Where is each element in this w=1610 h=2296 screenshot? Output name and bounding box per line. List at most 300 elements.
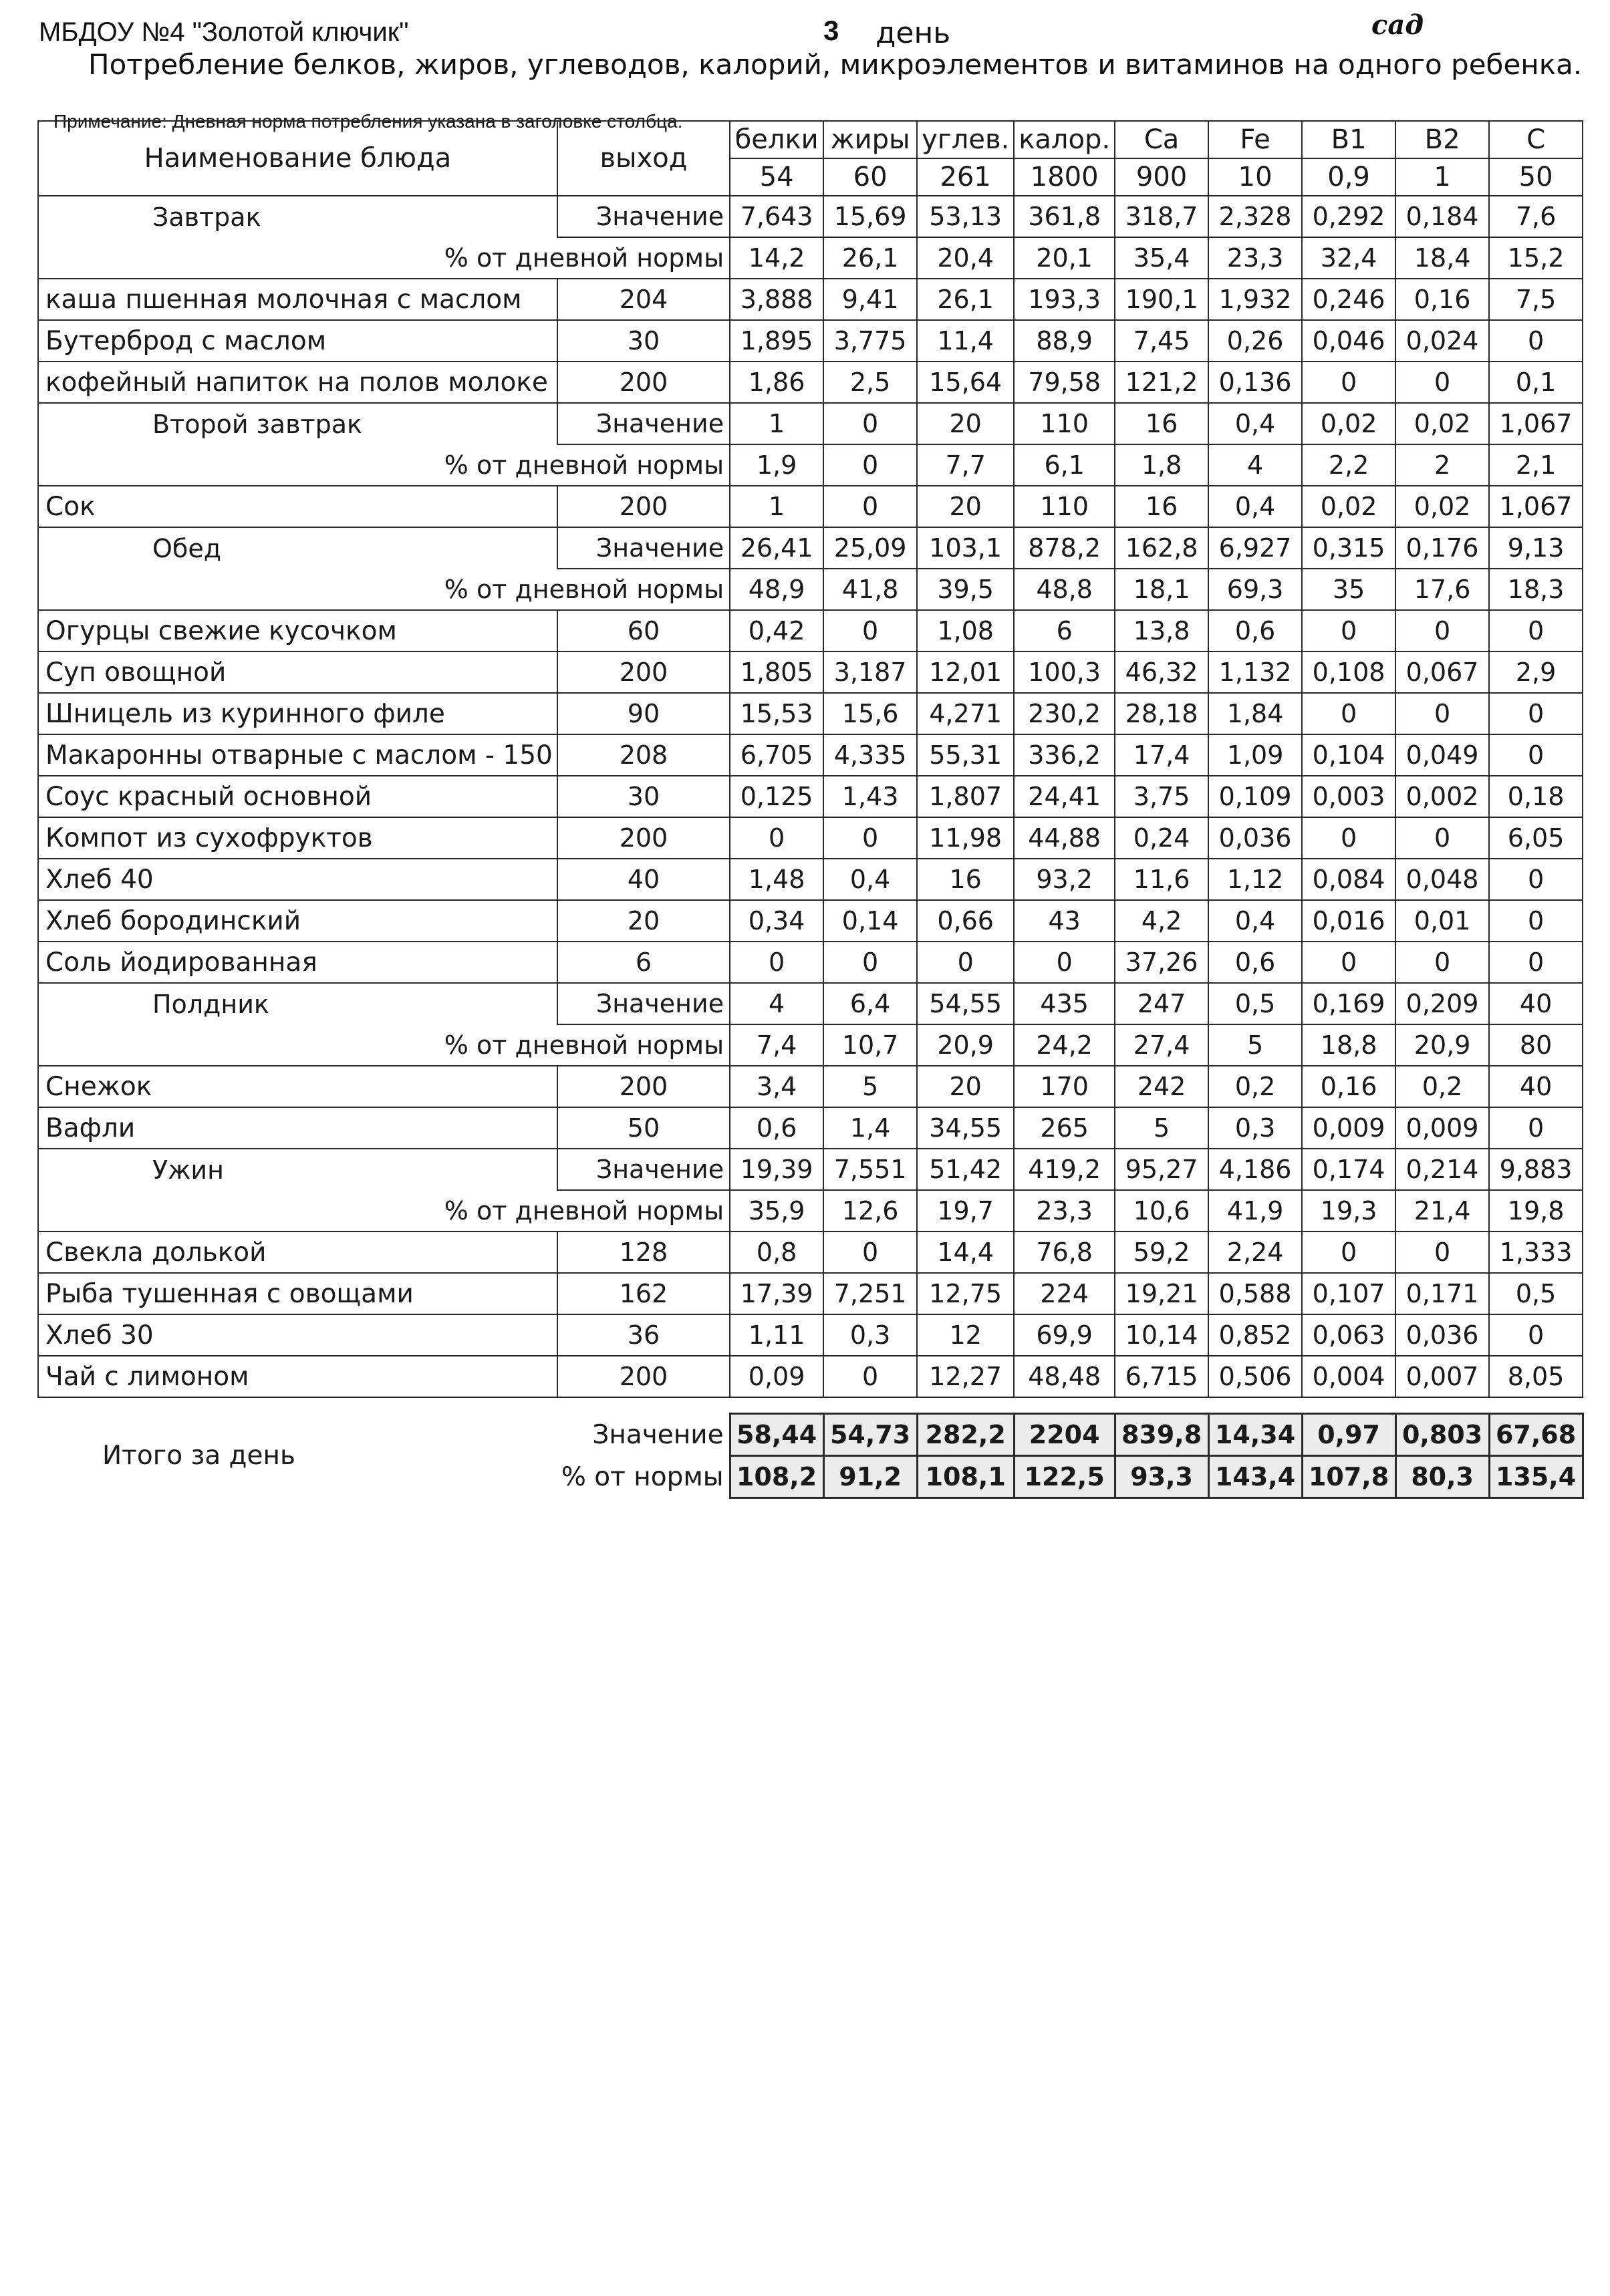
dish-value-cell: 0	[1302, 1232, 1395, 1273]
section-percent-cell: 26,1	[823, 237, 917, 279]
section-value-cell: 7,643	[730, 196, 823, 237]
section-percent-cell: 69,3	[1208, 569, 1302, 610]
section-value-cell: 40	[1489, 983, 1583, 1024]
dish-value-cell: 0,42	[730, 610, 823, 652]
section-value-cell: 15,69	[823, 196, 917, 237]
section-percent-cell: 10,6	[1115, 1190, 1208, 1232]
section-percent-label: % от дневной нормы	[38, 1024, 730, 1066]
dish-name: Соль йодированная	[38, 942, 557, 983]
dish-value-cell: 1,807	[917, 776, 1014, 817]
dish-value-cell: 0,588	[1208, 1273, 1302, 1314]
dish-value-cell: 59,2	[1115, 1232, 1208, 1273]
section-value-cell: 2,328	[1208, 196, 1302, 237]
dish-value-cell: 0	[1302, 610, 1395, 652]
section-percent-cell: 80	[1489, 1024, 1583, 1066]
dish-value-cell: 100,3	[1014, 652, 1115, 693]
dish-value-cell: 190,1	[1115, 279, 1208, 320]
total-percent-cell: 80,3	[1395, 1456, 1489, 1498]
section-percent-cell: 12,6	[823, 1190, 917, 1232]
section-percent-cell: 19,8	[1489, 1190, 1583, 1232]
dish-value-cell: 0,109	[1208, 776, 1302, 817]
organization-name: МБДОУ №4 "Золотой ключик"	[39, 17, 409, 47]
dish-value-cell: 0,002	[1395, 776, 1489, 817]
dish-value-cell: 0,016	[1302, 900, 1395, 942]
spacer-row	[38, 1397, 1583, 1414]
dish-value-cell: 0	[1489, 734, 1583, 776]
dish-value-cell: 0,125	[730, 776, 823, 817]
total-percent-cell: 108,2	[730, 1456, 823, 1498]
dish-value-cell: 265	[1014, 1107, 1115, 1149]
dish-value-cell: 0,007	[1395, 1356, 1489, 1397]
total-value-cell: 58,44	[730, 1414, 823, 1456]
dish-name: Огурцы свежие кусочком	[38, 610, 557, 652]
dish-value-cell: 14,4	[917, 1232, 1014, 1273]
column-header-1: жиры	[823, 121, 917, 158]
day-number: 3	[823, 15, 839, 46]
section-percent-cell: 10,7	[823, 1024, 917, 1066]
section-percent-cell: 18,8	[1302, 1024, 1395, 1066]
dish-value-cell: 2,9	[1489, 652, 1583, 693]
dish-yield: 40	[557, 859, 730, 900]
dish-value-cell: 2,24	[1208, 1232, 1302, 1273]
dish-value-cell: 0	[823, 1356, 917, 1397]
dish-row	[38, 776, 1583, 817]
dish-value-cell: 0,136	[1208, 362, 1302, 403]
dish-value-cell: 3,4	[730, 1066, 823, 1107]
section-percent-row	[38, 237, 1583, 279]
total-percent-cell: 143,4	[1208, 1456, 1302, 1498]
dish-value-cell: 170	[1014, 1066, 1115, 1107]
dish-value-cell: 11,6	[1115, 859, 1208, 900]
dish-value-cell: 0,01	[1395, 900, 1489, 942]
dish-value-cell: 12,75	[917, 1273, 1014, 1314]
dish-value-cell: 3,187	[823, 652, 917, 693]
total-percent-cell: 107,8	[1302, 1456, 1395, 1498]
dish-row	[38, 1232, 1583, 1273]
dish-value-cell: 0,506	[1208, 1356, 1302, 1397]
dish-value-cell: 0,036	[1395, 1314, 1489, 1356]
dish-value-cell: 0,24	[1115, 817, 1208, 859]
dish-value-cell: 24,41	[1014, 776, 1115, 817]
dish-value-cell: 11,4	[917, 320, 1014, 362]
section-percent-row	[38, 1190, 1583, 1232]
section-value-cell: 435	[1014, 983, 1115, 1024]
section-value-cell: 54,55	[917, 983, 1014, 1024]
dish-value-cell: 0,02	[1395, 486, 1489, 527]
section-percent-label: % от дневной нормы	[38, 1190, 730, 1232]
dish-value-cell: 12,27	[917, 1356, 1014, 1397]
dish-yield: 50	[557, 1107, 730, 1149]
section-value-row	[38, 1149, 1583, 1190]
dish-value-cell: 0	[1489, 610, 1583, 652]
dish-value-cell: 0	[1302, 693, 1395, 734]
dish-row	[38, 817, 1583, 859]
dish-yield: 20	[557, 900, 730, 942]
dish-value-cell: 20	[917, 1066, 1014, 1107]
dish-value-cell: 4,2	[1115, 900, 1208, 942]
dish-value-cell: 0,6	[730, 1107, 823, 1149]
dish-yield: 208	[557, 734, 730, 776]
dish-value-cell: 1,43	[823, 776, 917, 817]
section-value-cell: 419,2	[1014, 1149, 1115, 1190]
dish-value-cell: 0,3	[823, 1314, 917, 1356]
dish-name: Хлеб 40	[38, 859, 557, 900]
section-percent-cell: 14,2	[730, 237, 823, 279]
dish-value-cell: 7,251	[823, 1273, 917, 1314]
dish-yield: 60	[557, 610, 730, 652]
section-value-cell: 9,13	[1489, 527, 1583, 569]
dish-value-cell: 1,895	[730, 320, 823, 362]
section-value-cell: 110	[1014, 403, 1115, 444]
dish-name: Шницель из куринного филе	[38, 693, 557, 734]
section-percent-cell: 41,8	[823, 569, 917, 610]
dish-row	[38, 362, 1583, 403]
dish-value-cell: 0	[1489, 900, 1583, 942]
section-percent-cell: 15,2	[1489, 237, 1583, 279]
column-norm-2: 261	[917, 158, 1014, 196]
dish-value-cell: 16	[917, 859, 1014, 900]
dish-value-cell: 0	[823, 817, 917, 859]
section-percent-cell: 23,3	[1014, 1190, 1115, 1232]
column-header-6: B1	[1302, 121, 1395, 158]
total-percent-cell: 91,2	[823, 1456, 917, 1498]
dish-value-cell: 6,05	[1489, 817, 1583, 859]
dish-value-cell: 0,171	[1395, 1273, 1489, 1314]
column-header-yield: выход	[557, 121, 730, 196]
dish-value-cell: 0,003	[1302, 776, 1395, 817]
dish-value-cell: 11,98	[917, 817, 1014, 859]
dish-value-cell: 0	[1489, 859, 1583, 900]
dish-value-cell: 0,18	[1489, 776, 1583, 817]
dish-value-cell: 43	[1014, 900, 1115, 942]
dish-value-cell: 0,34	[730, 900, 823, 942]
section-percent-cell: 35,9	[730, 1190, 823, 1232]
dish-value-cell: 76,8	[1014, 1232, 1115, 1273]
total-value-cell: 67,68	[1489, 1414, 1583, 1456]
dish-value-cell: 0,049	[1395, 734, 1489, 776]
section-percent-cell: 21,4	[1395, 1190, 1489, 1232]
dish-value-cell: 0,036	[1208, 817, 1302, 859]
dish-value-cell: 7,5	[1489, 279, 1583, 320]
dish-value-cell: 110	[1014, 486, 1115, 527]
dish-value-cell: 0	[1395, 362, 1489, 403]
section-value-cell: 1,067	[1489, 403, 1583, 444]
dish-row	[38, 610, 1583, 652]
dish-value-cell: 34,55	[917, 1107, 1014, 1149]
section-percent-cell: 35,4	[1115, 237, 1208, 279]
dish-value-cell: 79,58	[1014, 362, 1115, 403]
column-norm-4: 900	[1115, 158, 1208, 196]
section-name: Завтрак	[38, 196, 557, 237]
section-percent-cell: 4	[1208, 444, 1302, 486]
section-value-cell: 0,5	[1208, 983, 1302, 1024]
dish-value-cell: 0,2	[1395, 1066, 1489, 1107]
dish-yield: 36	[557, 1314, 730, 1356]
day-label: день	[876, 16, 951, 50]
dish-value-cell: 4,335	[823, 734, 917, 776]
column-header-4: Ca	[1115, 121, 1208, 158]
section-percent-cell: 1,8	[1115, 444, 1208, 486]
dish-value-cell: 0,16	[1395, 279, 1489, 320]
dish-name: кофейный напиток на полов молоке	[38, 362, 557, 403]
dish-value-cell: 48,48	[1014, 1356, 1115, 1397]
dish-value-cell: 19,21	[1115, 1273, 1208, 1314]
total-value-cell: 0,803	[1395, 1414, 1489, 1456]
dish-value-cell: 0,1	[1489, 362, 1583, 403]
dish-value-cell: 0	[1395, 1232, 1489, 1273]
total-value-label: Значение	[592, 1419, 724, 1450]
dish-name: Снежок	[38, 1066, 557, 1107]
column-norm-8: 50	[1489, 158, 1583, 196]
section-percent-cell: 20,9	[917, 1024, 1014, 1066]
section-value-cell: 361,8	[1014, 196, 1115, 237]
dish-value-cell: 0,5	[1489, 1273, 1583, 1314]
dish-name: Соус красный основной	[38, 776, 557, 817]
dish-value-cell: 5	[823, 1066, 917, 1107]
section-percent-cell: 24,2	[1014, 1024, 1115, 1066]
dish-value-cell: 15,53	[730, 693, 823, 734]
section-percent-cell: 20,4	[917, 237, 1014, 279]
section-value-cell: 7,6	[1489, 196, 1583, 237]
section-value-cell: 20	[917, 403, 1014, 444]
dish-value-cell: 0,2	[1208, 1066, 1302, 1107]
section-value-cell: 7,551	[823, 1149, 917, 1190]
dish-value-cell: 3,888	[730, 279, 823, 320]
section-percent-label: % от дневной нормы	[38, 444, 730, 486]
total-value-cell: 54,73	[823, 1414, 917, 1456]
dish-value-cell: 336,2	[1014, 734, 1115, 776]
section-value-cell: 1	[730, 403, 823, 444]
dish-yield: 200	[557, 817, 730, 859]
dish-value-cell: 1	[730, 486, 823, 527]
dish-name: Хлеб бородинский	[38, 900, 557, 942]
dish-value-cell: 0	[917, 942, 1014, 983]
dish-value-cell: 3,75	[1115, 776, 1208, 817]
dish-value-cell: 17,4	[1115, 734, 1208, 776]
dish-yield: 204	[557, 279, 730, 320]
dish-row	[38, 734, 1583, 776]
column-header-3: калор.	[1014, 121, 1115, 158]
dish-value-cell: 15,64	[917, 362, 1014, 403]
total-percent-label: % от нормы	[561, 1461, 724, 1492]
column-header-name: Наименование блюда	[38, 121, 557, 196]
column-norm-5: 10	[1208, 158, 1302, 196]
column-norm-0: 54	[730, 158, 823, 196]
section-value-cell: 0,02	[1395, 403, 1489, 444]
dish-name: Рыба тушенная с овощами	[38, 1273, 557, 1314]
dish-row	[38, 652, 1583, 693]
dish-yield: 30	[557, 320, 730, 362]
nutrition-table	[37, 120, 1584, 1499]
dish-value-cell: 0	[823, 1232, 917, 1273]
report-note: Примечание: Дневная норма потребления указана в заголовке столбца.	[53, 111, 683, 132]
dish-yield: 200	[557, 1356, 730, 1397]
dish-value-cell: 4,271	[917, 693, 1014, 734]
section-value-cell: 162,8	[1115, 527, 1208, 569]
dish-value-cell: 0	[1395, 942, 1489, 983]
section-value-label: Значение	[557, 527, 730, 569]
section-value-label: Значение	[557, 403, 730, 444]
section-name: Ужин	[38, 1149, 557, 1190]
dish-name: Компот из сухофруктов	[38, 817, 557, 859]
dish-row	[38, 1356, 1583, 1397]
dish-value-cell: 55,31	[917, 734, 1014, 776]
dish-value-cell: 0,107	[1302, 1273, 1395, 1314]
dish-value-cell: 5	[1115, 1107, 1208, 1149]
dish-row	[38, 1273, 1583, 1314]
dish-value-cell: 1,12	[1208, 859, 1302, 900]
dish-value-cell: 1,132	[1208, 652, 1302, 693]
dish-value-cell: 0,108	[1302, 652, 1395, 693]
dish-value-cell: 0,084	[1302, 859, 1395, 900]
dish-value-cell: 0	[1302, 362, 1395, 403]
section-percent-cell: 17,6	[1395, 569, 1489, 610]
section-percent-cell: 19,3	[1302, 1190, 1395, 1232]
dish-value-cell: 230,2	[1014, 693, 1115, 734]
dish-yield: 162	[557, 1273, 730, 1314]
dish-yield: 6	[557, 942, 730, 983]
dish-value-cell: 37,26	[1115, 942, 1208, 983]
total-percent-cell: 122,5	[1014, 1456, 1115, 1498]
dish-yield: 128	[557, 1232, 730, 1273]
dish-value-cell: 1,4	[823, 1107, 917, 1149]
dish-name: Суп овощной	[38, 652, 557, 693]
section-value-cell: 6,4	[823, 983, 917, 1024]
dish-value-cell: 1,84	[1208, 693, 1302, 734]
dish-value-cell: 0	[1395, 610, 1489, 652]
section-percent-cell: 48,9	[730, 569, 823, 610]
dish-value-cell: 0,6	[1208, 942, 1302, 983]
section-percent-row	[38, 444, 1583, 486]
dish-value-cell: 6	[1014, 610, 1115, 652]
dish-value-cell: 0,4	[1208, 486, 1302, 527]
column-norm-1: 60	[823, 158, 917, 196]
total-value-cell: 14,34	[1208, 1414, 1302, 1456]
section-percent-cell: 18,1	[1115, 569, 1208, 610]
dish-value-cell: 0,14	[823, 900, 917, 942]
dish-value-cell: 3,775	[823, 320, 917, 362]
dish-value-cell: 1,86	[730, 362, 823, 403]
section-value-cell: 0,184	[1395, 196, 1489, 237]
column-header-7: B2	[1395, 121, 1489, 158]
dish-value-cell: 224	[1014, 1273, 1115, 1314]
dish-value-cell: 0	[823, 942, 917, 983]
section-percent-cell: 23,3	[1208, 237, 1302, 279]
section-value-cell: 16	[1115, 403, 1208, 444]
dish-value-cell: 0,66	[917, 900, 1014, 942]
header-row-columns	[38, 121, 1583, 158]
section-value-cell: 95,27	[1115, 1149, 1208, 1190]
spacer-cell	[38, 1397, 1583, 1414]
section-value-label: Значение	[557, 1149, 730, 1190]
section-value-cell: 19,39	[730, 1149, 823, 1190]
section-value-cell: 4,186	[1208, 1149, 1302, 1190]
section-percent-label: % от дневной нормы	[38, 569, 730, 610]
section-percent-cell: 27,4	[1115, 1024, 1208, 1066]
total-name: Итого за день	[102, 1441, 295, 1471]
section-value-cell: 318,7	[1115, 196, 1208, 237]
section-value-cell: 4	[730, 983, 823, 1024]
dish-value-cell: 2,5	[823, 362, 917, 403]
dish-value-cell: 6,705	[730, 734, 823, 776]
section-value-cell: 25,09	[823, 527, 917, 569]
section-value-cell: 0,214	[1395, 1149, 1489, 1190]
dish-value-cell: 1,932	[1208, 279, 1302, 320]
dish-value-cell: 0,09	[730, 1356, 823, 1397]
dish-value-cell: 0,063	[1302, 1314, 1395, 1356]
dish-row	[38, 1314, 1583, 1356]
dish-name: Чай с лимоном	[38, 1356, 557, 1397]
dish-value-cell: 44,88	[1014, 817, 1115, 859]
dish-value-cell: 0,4	[1208, 900, 1302, 942]
dish-row	[38, 320, 1583, 362]
dish-value-cell: 0,852	[1208, 1314, 1302, 1356]
dish-value-cell: 0,009	[1302, 1107, 1395, 1149]
dish-value-cell: 20	[917, 486, 1014, 527]
dish-yield: 90	[557, 693, 730, 734]
dish-yield: 200	[557, 652, 730, 693]
section-value-cell: 51,42	[917, 1149, 1014, 1190]
dish-value-cell: 0,3	[1208, 1107, 1302, 1149]
section-value-cell: 0,4	[1208, 403, 1302, 444]
dish-yield: 30	[557, 776, 730, 817]
dish-value-cell: 1,11	[730, 1314, 823, 1356]
dish-value-cell: 0	[1395, 817, 1489, 859]
dish-value-cell: 1,09	[1208, 734, 1302, 776]
dish-value-cell: 12	[917, 1314, 1014, 1356]
dish-value-cell: 69,9	[1014, 1314, 1115, 1356]
section-value-row	[38, 527, 1583, 569]
section-percent-cell: 20,9	[1395, 1024, 1489, 1066]
dish-row	[38, 279, 1583, 320]
dish-value-cell: 40	[1489, 1066, 1583, 1107]
dish-value-cell: 0,009	[1395, 1107, 1489, 1149]
dish-name: Вафли	[38, 1107, 557, 1149]
section-value-cell: 53,13	[917, 196, 1014, 237]
dish-value-cell: 16	[1115, 486, 1208, 527]
dish-value-cell: 0	[730, 942, 823, 983]
section-value-cell: 0,315	[1302, 527, 1395, 569]
dish-value-cell: 0,6	[1208, 610, 1302, 652]
dish-value-cell: 0,046	[1302, 320, 1395, 362]
dish-value-cell: 6,715	[1115, 1356, 1208, 1397]
dish-value-cell: 0	[1302, 817, 1395, 859]
section-value-cell: 103,1	[917, 527, 1014, 569]
section-value-cell: 0,292	[1302, 196, 1395, 237]
section-percent-cell: 6,1	[1014, 444, 1115, 486]
section-percent-cell: 18,3	[1489, 569, 1583, 610]
dish-value-cell: 8,05	[1489, 1356, 1583, 1397]
dish-value-cell: 0,104	[1302, 734, 1395, 776]
dish-value-cell: 7,45	[1115, 320, 1208, 362]
dish-name: Макаронны отварные с маслом - 150	[38, 734, 557, 776]
section-percent-cell: 7,4	[730, 1024, 823, 1066]
section-value-cell: 0,02	[1302, 403, 1395, 444]
dish-value-cell: 0	[1302, 942, 1395, 983]
dish-value-cell: 15,6	[823, 693, 917, 734]
column-norm-7: 1	[1395, 158, 1489, 196]
section-percent-cell: 39,5	[917, 569, 1014, 610]
section-value-cell: 0,169	[1302, 983, 1395, 1024]
dish-value-cell: 0	[1489, 942, 1583, 983]
section-percent-cell: 20,1	[1014, 237, 1115, 279]
section-percent-cell: 41,9	[1208, 1190, 1302, 1232]
section-value-cell: 0,174	[1302, 1149, 1395, 1190]
dish-value-cell: 1,333	[1489, 1232, 1583, 1273]
dish-value-cell: 193,3	[1014, 279, 1115, 320]
dish-yield: 200	[557, 1066, 730, 1107]
section-value-row	[38, 983, 1583, 1024]
